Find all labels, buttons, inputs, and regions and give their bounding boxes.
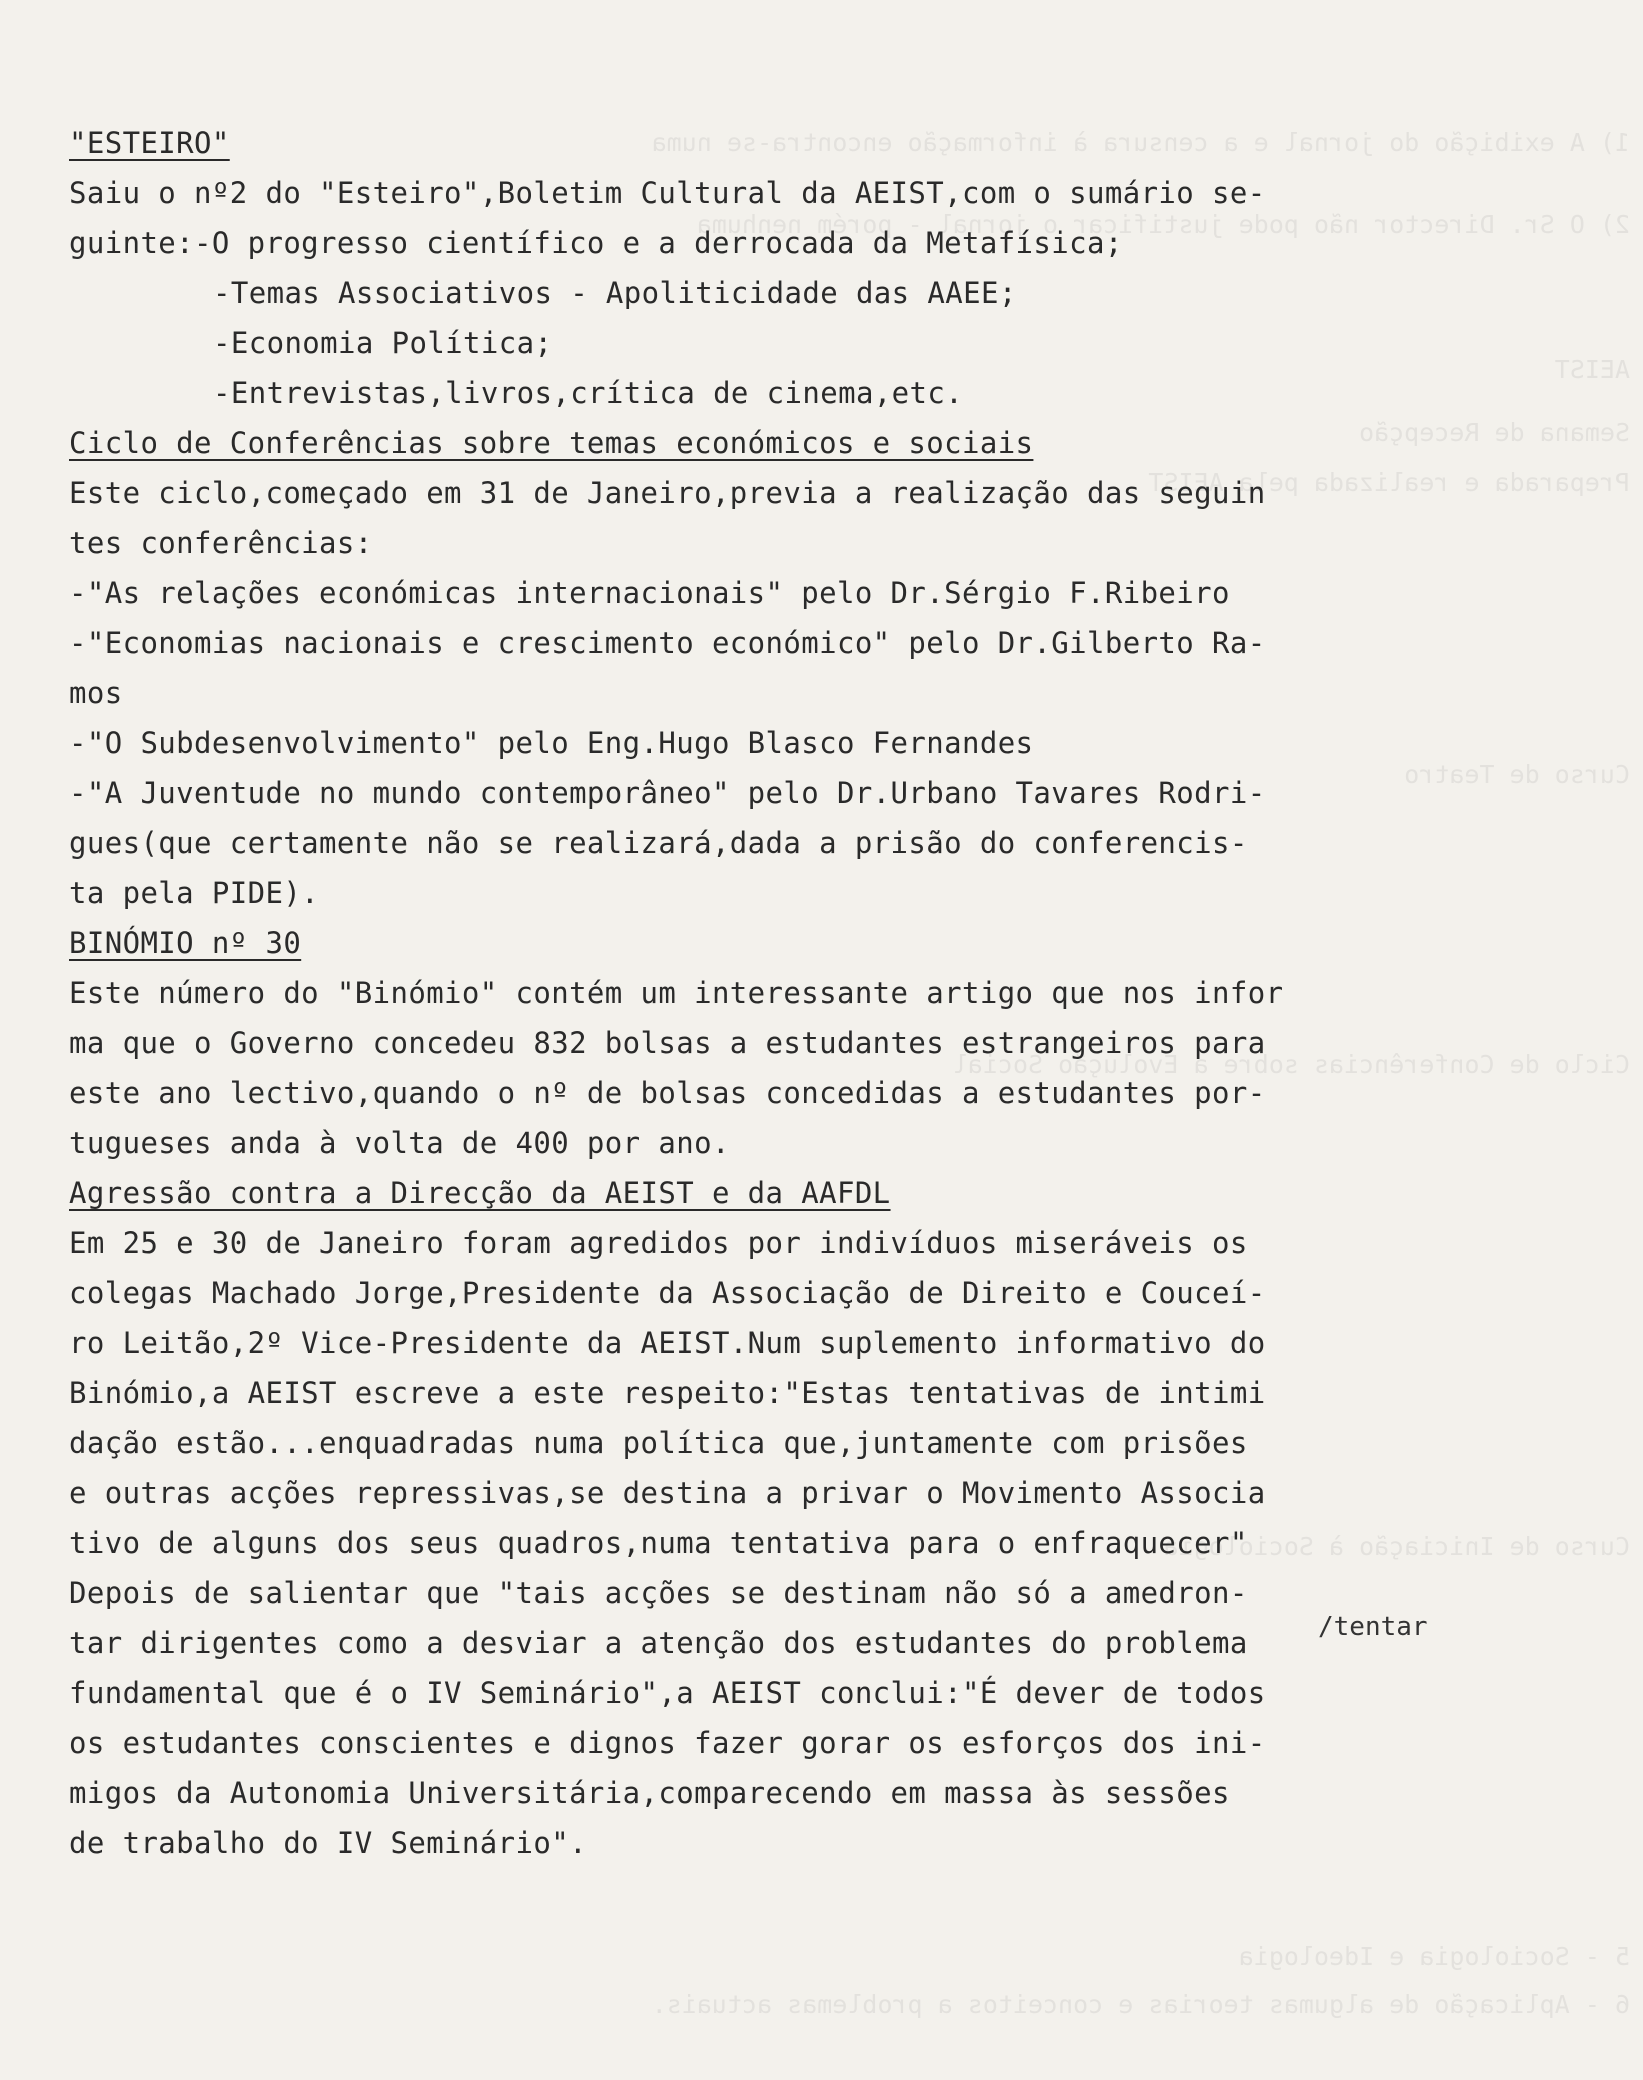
text-line: e outras acções repressivas,se destina a privar o Movimento Associa <box>69 1476 1266 1510</box>
section-heading-esteiro: "ESTEIRO" <box>69 126 230 160</box>
text-line: ma que o Governo concedeu 832 bolsas a estudantes estrangeiros para <box>69 1026 1266 1060</box>
text-line: -Temas Associativos - Apoliticidade das AAEE; <box>213 276 1017 310</box>
show-through-line: 2) O Sr. Director não pode justificar o jornal - porém nenhuma <box>696 210 1630 239</box>
handwritten-insertion: /tentar <box>1318 1612 1428 1642</box>
text-line: Binómio,a AEIST escreve a este respeito:"Estas tentativas de intimi <box>69 1376 1266 1410</box>
show-through-line: 6 - Aplicação de algumas teorias e conceitos a problemas actuais. <box>651 1990 1630 2019</box>
text-line: Em 25 e 30 de Janeiro foram agredidos por indivíduos miseráveis os <box>69 1226 1248 1260</box>
text-line: de trabalho do IV Seminário". <box>69 1826 587 1860</box>
text-line: -"As relações económicas internacionais" pelo Dr.Sérgio F.Ribeiro <box>69 576 1230 610</box>
show-through-line: AEIST <box>1554 355 1630 384</box>
section-heading-agressao: Agressão contra a Direcção da AEIST e da AAFDL <box>69 1176 891 1210</box>
text-line: Este ciclo,começado em 31 de Janeiro,previa a realização das seguin <box>69 476 1266 510</box>
text-line: -"A Juventude no mundo contemporâneo" pelo Dr.Urbano Tavares Rodri- <box>69 776 1266 810</box>
text-line: tar dirigentes como a desviar a atenção dos estudantes do problema <box>69 1626 1248 1660</box>
text-line: tugueses anda à volta de 400 por ano. <box>69 1126 730 1160</box>
text-line: -"O Subdesenvolvimento" pelo Eng.Hugo Blasco Fernandes <box>69 726 1034 760</box>
text-line: -Entrevistas,livros,crítica de cinema,etc. <box>213 376 964 410</box>
show-through-line: Semana de Recepção <box>1359 418 1630 447</box>
show-through-line: Preparada e realizada pela AEIST <box>1148 468 1630 497</box>
section-heading-binomio: BINÓMIO nº 30 <box>69 926 302 960</box>
text-line: ta pela PIDE). <box>69 876 320 910</box>
text-line: guinte:-O progresso científico e a derrocada da Metafísica; <box>69 226 1123 260</box>
text-line: mos <box>69 676 123 710</box>
document-body <box>69 118 1449 1868</box>
text-line: migos da Autonomia Universitária,comparecendo em massa às sessões <box>69 1776 1230 1810</box>
text-line: ro Leitão,2º Vice-Presidente da AEIST.Num suplemento informativo do <box>69 1326 1266 1360</box>
text-line: Saiu o nº2 do "Esteiro",Boletim Cultural da AEIST,com o sumário se- <box>69 176 1266 210</box>
text-line: Depois de salientar que "tais acções se destinam não só a amedron- <box>69 1576 1248 1610</box>
text-line: -Economia Política; <box>213 326 553 360</box>
text-line: dação estão...enquadradas numa política que,juntamente com prisões <box>69 1426 1248 1460</box>
show-through-line: 5 - Sociologia e Ideologia <box>1238 1942 1630 1971</box>
text-line: gues(que certamente não se realizará,dada a prisão do conferencis- <box>69 826 1248 860</box>
section-heading-ciclo: Ciclo de Conferências sobre temas económicos e sociais <box>69 426 1034 460</box>
text-line: -"Economias nacionais e crescimento económico" pelo Dr.Gilberto Ra- <box>69 626 1266 660</box>
show-through-line: Curso de Teatro <box>1404 760 1630 789</box>
show-through-line: Ciclo de Conferências sobre a Evolução Social <box>952 1050 1630 1079</box>
text-line: Este número do "Binómio" contém um interessante artigo que nos infor <box>69 976 1284 1010</box>
text-line: tes conferências: <box>69 526 373 560</box>
show-through-line: 1) A exibição do jornal e a censura à informação encontra-se numa <box>651 128 1630 157</box>
show-through-line: Curso de Iniciação à Sociologia <box>1163 1532 1630 1561</box>
text-line: tivo de alguns dos seus quadros,numa tentativa para o enfraquecer" <box>69 1526 1248 1560</box>
text-line: fundamental que é o IV Seminário",a AEIST conclui:"É dever de todos <box>69 1676 1266 1710</box>
text-line: este ano lectivo,quando o nº de bolsas concedidas a estudantes por- <box>69 1076 1266 1110</box>
text-line: os estudantes conscientes e dignos fazer gorar os esforços dos ini- <box>69 1726 1266 1760</box>
text-line: colegas Machado Jorge,Presidente da Associação de Direito e Couceí- <box>69 1276 1266 1310</box>
